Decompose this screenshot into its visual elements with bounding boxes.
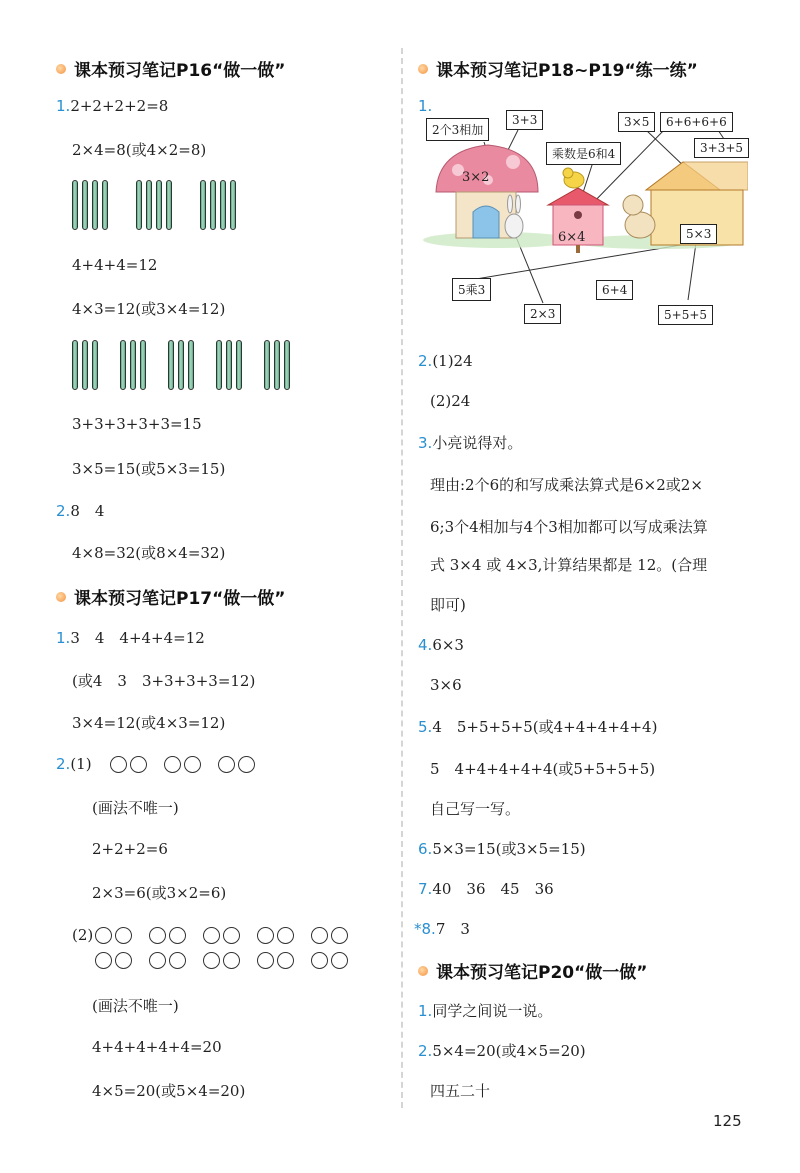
- reason-line: 6;3个4相加与4个3相加都可以写成乘法算: [430, 518, 708, 536]
- answer-text: 5×3=15(或3×5=15): [432, 840, 586, 858]
- item-number: *8.: [414, 920, 436, 938]
- answer-line: [418, 432, 522, 453]
- item-number: 4.: [418, 636, 433, 654]
- page-number: 125: [713, 1112, 742, 1130]
- label-box: 5+5+5: [658, 305, 713, 325]
- circle-drawing-2a: [95, 927, 351, 944]
- reason-line: 理由:2个6的和写成乘法算式是6×2或2×: [430, 476, 703, 494]
- answer-line: 2+2+2=6: [92, 840, 168, 858]
- stick-bundle: [72, 180, 108, 230]
- answer-line: [418, 636, 464, 654]
- section-heading-p16: [56, 56, 285, 81]
- item-number: 6.: [418, 840, 433, 858]
- item-number: 1.: [418, 97, 433, 115]
- answer-line: [56, 627, 205, 648]
- stick-bundle: [200, 180, 236, 230]
- answer-line: (2): [72, 926, 94, 944]
- answer-line: [414, 918, 470, 939]
- circle-drawing-1: [110, 756, 258, 773]
- heading-text: 课本预习笔记P20“做一做”: [436, 963, 648, 983]
- answer-line: [418, 1000, 552, 1021]
- answer-line: (或4 3 3+3+3+3=12): [72, 672, 256, 690]
- label-box: 2×3: [524, 304, 561, 324]
- label-box: 3+3: [506, 110, 543, 130]
- answer-text: 5×4=20(或4×5=20): [432, 1042, 586, 1060]
- stick-bundles-row-2: [72, 340, 312, 390]
- stick-bundle: [264, 340, 290, 390]
- bullet-dot-icon: [418, 64, 428, 74]
- circle-drawing-2b: [95, 952, 351, 969]
- label-box: 6+6+6+6: [660, 112, 733, 132]
- answer-text: 同学之间说一说。: [432, 1002, 553, 1020]
- answer-line: 3×6: [430, 676, 462, 694]
- answer-line: 四五二十: [430, 1082, 491, 1100]
- column-divider: [401, 48, 403, 1108]
- item-number: 1.: [418, 1002, 433, 1020]
- answer-line: [418, 838, 586, 859]
- answer-line: 4×3=12(或3×4=12): [72, 300, 226, 318]
- matching-illustration: [418, 100, 748, 335]
- answer-line: 4×8=32(或8×4=32): [72, 544, 226, 562]
- answer-line: (画法不唯一): [92, 799, 179, 817]
- label-box: 2个3相加: [426, 118, 489, 141]
- label-box: 乘数是6和4: [546, 142, 621, 165]
- answer-text: 小亮说得对。: [432, 434, 523, 452]
- answer-text: (1): [70, 755, 92, 773]
- reason-line: 式 3×4 或 4×3,计算结果都是 12。(合理: [430, 556, 708, 574]
- heading-text: 课本预习笔记P16“做一做”: [74, 61, 286, 81]
- answer-line: [56, 755, 92, 773]
- answer-line: (画法不唯一): [92, 997, 179, 1015]
- answer-text: 6×3: [432, 636, 464, 654]
- answer-line: 4+4+4=12: [72, 256, 158, 274]
- answer-line: 5 4+4+4+4+4(或5+5+5+5): [430, 760, 656, 778]
- answer-line: 2×4=8(或4×2=8): [72, 141, 207, 159]
- item-number: 5.: [418, 718, 433, 736]
- answer-line: 3×5=15(或5×3=15): [72, 460, 226, 478]
- stick-bundles-row-1: [72, 180, 264, 230]
- answer-line: 3+3+3+3+3=15: [72, 415, 202, 433]
- answer-line: 3×4=12(或4×3=12): [72, 714, 226, 732]
- bullet-dot-icon: [56, 64, 66, 74]
- item-number: 2.: [56, 502, 71, 520]
- label-box: 6+4: [596, 280, 633, 300]
- section-heading-p17: [56, 584, 285, 609]
- stick-bundle: [120, 340, 146, 390]
- bullet-dot-icon: [56, 592, 66, 602]
- answer-text: 8 4: [70, 502, 105, 520]
- heading-text: 课本预习笔记P17“做一做”: [74, 589, 286, 609]
- label-box: 3+3+5: [694, 138, 749, 158]
- answer-line: 4+4+4+4+4=20: [92, 1038, 222, 1056]
- answer-line: 2×3=6(或3×2=6): [92, 884, 227, 902]
- item-number: 1.: [56, 97, 71, 115]
- answer-line: (2)24: [430, 392, 471, 410]
- answer-line: 4×5=20(或5×4=20): [92, 1082, 246, 1100]
- item-number: 2.: [418, 352, 433, 370]
- mushroom-label: 3×2: [462, 170, 490, 185]
- item-number: 2.: [418, 1042, 433, 1060]
- answer-text: 7 3: [435, 920, 470, 938]
- answer-line: [418, 1040, 586, 1061]
- answer-text: 2+2+2+2=8: [70, 97, 169, 115]
- item-number: 1.: [56, 629, 71, 647]
- section-heading-p20: [418, 958, 647, 983]
- answer-text: (1)24: [432, 352, 473, 370]
- answer-line: [418, 878, 554, 899]
- answer-text: 4 5+5+5+5(或4+4+4+4+4): [432, 718, 658, 736]
- answer-line: [418, 352, 473, 370]
- answer-line: 自己写一写。: [430, 800, 521, 818]
- stick-bundle: [216, 340, 242, 390]
- bullet-dot-icon: [418, 966, 428, 976]
- stick-bundle: [72, 340, 98, 390]
- item-number: 3.: [418, 434, 433, 452]
- stick-bundle: [168, 340, 194, 390]
- item-number: 2.: [56, 755, 71, 773]
- answer-line: [56, 97, 168, 115]
- label-box: 3×5: [618, 112, 655, 132]
- item-number: 7.: [418, 880, 433, 898]
- birdhouse-label: 6×4: [558, 230, 586, 245]
- stick-bundle: [136, 180, 172, 230]
- label-box: 5乘3: [452, 278, 491, 301]
- answer-line: [418, 716, 657, 737]
- answer-text: 3 4 4+4+4=12: [70, 629, 205, 647]
- heading-text: 课本预习笔记P18~P19“练一练”: [436, 61, 698, 81]
- answer-line: [56, 500, 104, 521]
- section-heading-p18: [418, 56, 698, 81]
- reason-line: 即可): [430, 596, 466, 614]
- label-box: 5×3: [680, 224, 717, 244]
- answer-text: 40 36 45 36: [432, 880, 554, 898]
